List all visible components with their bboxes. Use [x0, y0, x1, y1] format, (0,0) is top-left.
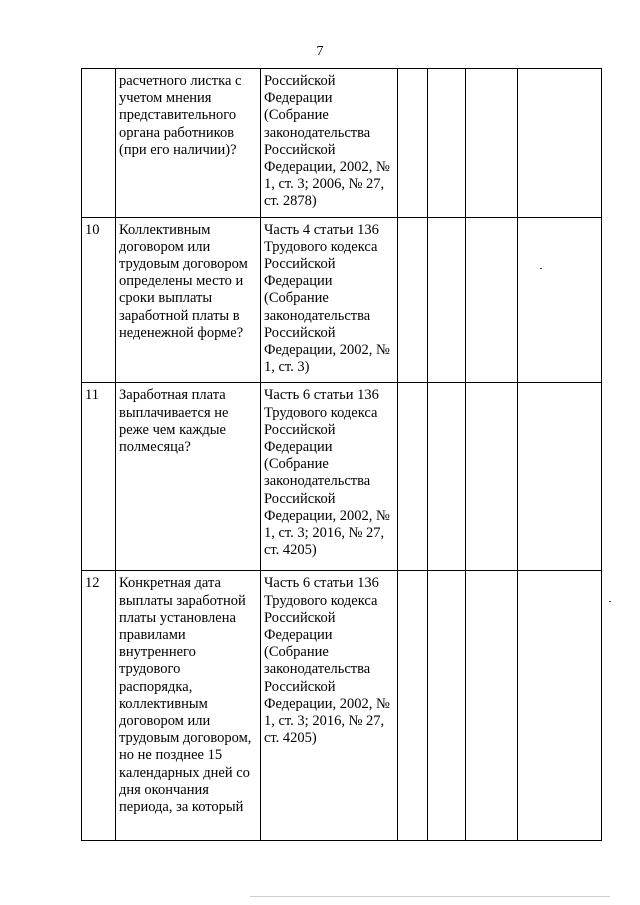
- table-row: [82, 217, 602, 383]
- row-number: 12: [82, 571, 116, 841]
- not-applicable-cell: [466, 383, 518, 571]
- note-cell: [518, 383, 602, 571]
- scan-edge-line: [250, 896, 610, 897]
- question-text: Конкретная дата выплаты заработной платы установлена правилами внутреннего трудового распорядка, коллективным договором или трудовым договором, но не позднее 15 календарных дней со дня окончания периода, за который: [116, 571, 261, 841]
- checklist-table: [81, 68, 602, 841]
- row-number: [82, 69, 116, 218]
- page-number: 7: [316, 44, 324, 59]
- legal-basis-text: Часть 6 статьи 136 Трудового кодекса Российской Федерации (Собрание законодательства Российской Федерации, 2002, № 1, ст. 3; 2016, № 27, ст. 4205): [261, 383, 398, 571]
- not-applicable-cell: [466, 69, 518, 218]
- legal-basis-text: Часть 4 статьи 136 Трудового кодекса Российской Федерации (Собрание законодательства Российской Федерации, 2002, № 1, ст. 3): [261, 217, 398, 383]
- question-text: Коллективным договором или трудовым договором определены место и сроки выплаты заработной платы в неденежной форме?: [116, 217, 261, 383]
- table-row: [82, 69, 602, 218]
- row-number: 11: [82, 383, 116, 571]
- answer-no-cell: [428, 217, 466, 383]
- note-cell: [518, 69, 602, 218]
- answer-no-cell: [428, 69, 466, 218]
- scan-speck: [609, 601, 611, 602]
- answer-yes-cell: [398, 383, 428, 571]
- table-row: [82, 571, 602, 841]
- answer-no-cell: [428, 571, 466, 841]
- answer-yes-cell: [398, 69, 428, 218]
- note-cell: [518, 571, 602, 841]
- table-row: [82, 383, 602, 571]
- row-number: 10: [82, 217, 116, 383]
- not-applicable-cell: [466, 571, 518, 841]
- answer-yes-cell: [398, 571, 428, 841]
- not-applicable-cell: [466, 217, 518, 383]
- scan-speck: [540, 268, 542, 269]
- answer-yes-cell: [398, 217, 428, 383]
- answer-no-cell: [428, 383, 466, 571]
- legal-basis-text: Российской Федерации (Собрание законодательства Российской Федерации, 2002, № 1, ст. 3; 2006, № 27, ст. 2878): [261, 69, 398, 218]
- question-text: Заработная плата выплачивается не реже чем каждые полмесяца?: [116, 383, 261, 571]
- legal-basis-text: Часть 6 статьи 136 Трудового кодекса Российской Федерации (Собрание законодательства Российской Федерации, 2002, № 1, ст. 3; 2016, № 27, ст. 4205): [261, 571, 398, 841]
- question-text: расчетного листка с учетом мнения представительного органа работников (при его наличии)?: [116, 69, 261, 218]
- note-cell: [518, 217, 602, 383]
